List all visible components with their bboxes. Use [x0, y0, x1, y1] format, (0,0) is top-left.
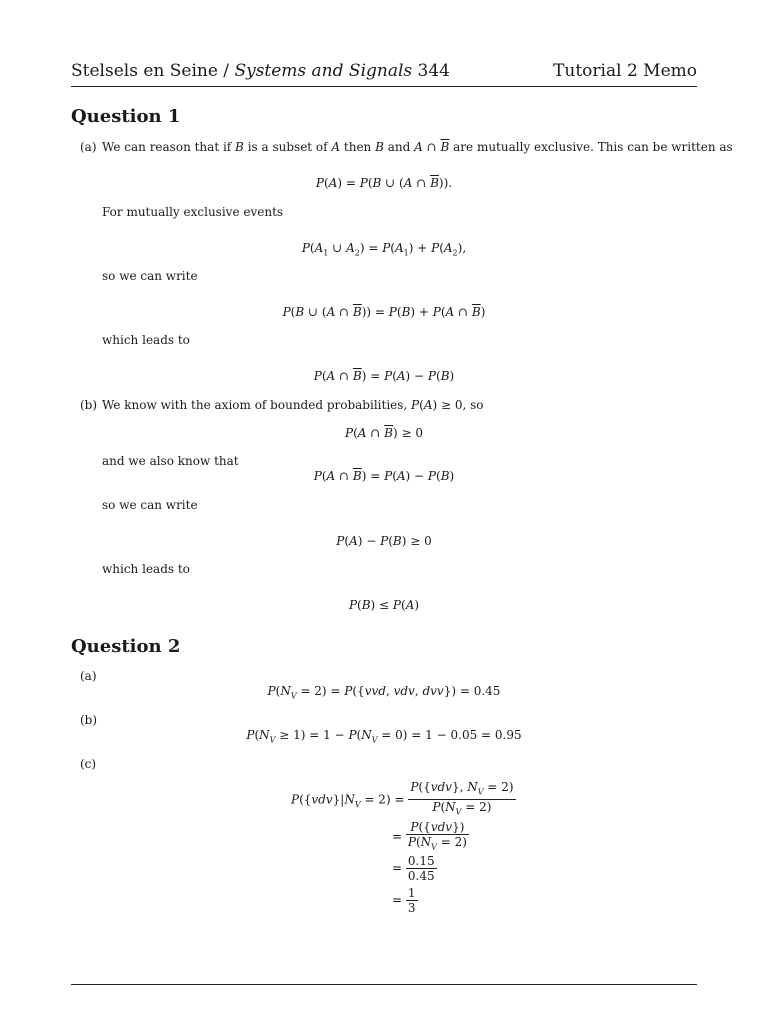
q2c-step-2: = $\frac{\text{P(\{vdv\})}}{P(N_V = 2)}$ [392, 820, 469, 854]
q1-part-b-intro: We know with the axiom of bounded probabilities, P(A) ≥ 0, so [102, 398, 484, 412]
equation-difference-2: P(A ∩ $\overline{B}) = P(A) - P(B)$ [313, 469, 455, 483]
q2c-step-1: $P(\{vdv\}|N_V = 2)$ = $\frac{P(\{vdv\}, N_V = 2)}{P(N_V = 2)}$ [291, 780, 516, 820]
equation-pa-union: P(A) = P(B ∪ (A ∩ $\overline{B}$)). [315, 176, 453, 190]
q1-b-text-also: and we also know that [102, 454, 239, 468]
q2c-step-4: = $\frac{1}{3}$ [392, 886, 416, 915]
q1-a-text-leads: which leads to [102, 333, 190, 347]
fraction-conditional: $\frac{P(\{vdv\}, N_V = 2)}{P(N_V = 2)}$ [410, 780, 514, 817]
equation-difference: P(A ∩ $\overline{B}) = P(A) - P(B)$ [313, 369, 455, 383]
fraction-result: $\frac{1}{3}$ [407, 886, 416, 915]
q1-part-b-label: (b) [80, 398, 98, 412]
equation-q2b: $P(N_V \ge 1) = 1 - P(N_V = 0) = 1 - 0.05 = 0.95$ [246, 728, 522, 745]
q2-part-b-label: (b) [80, 713, 98, 727]
header-rule [71, 86, 697, 87]
question-1-title: Question 1 [71, 106, 181, 127]
fraction-numeric: $\frac{0.15}{0.45}$ [407, 854, 435, 883]
document-title: Tutorial 2 Memo [553, 61, 697, 81]
course-title: Stelsels en Seine / Systems and Signals 344 [71, 61, 450, 81]
question-2-title: Question 2 [71, 636, 181, 657]
fraction-simplified: $\frac{\text{P(\{vdv\})}}{P(N_V = 2)}$ [407, 820, 467, 852]
equation-nonneg: P(A ∩ $\overline{B}) \ge 0$ [345, 426, 423, 440]
q1-a-text-so: so we can write [102, 269, 198, 283]
q1-part-a-label: (a) [80, 140, 97, 154]
equation-q2a: $P(N_V = 2) = P(\{vvd$, vdv, dvv}) = 0.45 [267, 684, 501, 701]
equation-split: P(B ∪ (A ∩ $\overline{B})) = P(B) + P(A$ ∩ $\overline{B}$) [282, 305, 486, 319]
equation-diff-nonneg: P(A) − P(B) ≥ 0 [336, 534, 432, 548]
q1-a-text-mutually: For mutually exclusive events [102, 205, 284, 219]
q1-part-a-intro: We can reason that if B is a subset of A then B and A ∩ $\overline{B}$ are mutually exclusive. This can be written as [102, 140, 733, 154]
q2-part-c-label: (c) [80, 757, 97, 771]
q1-b-text-so: so we can write [102, 498, 198, 512]
footer-rule [71, 984, 697, 985]
equation-result: P(B) ≤ P(A) [348, 598, 420, 612]
q2c-step-3: = $\frac{0.15}{0.45}$ [392, 854, 435, 883]
q2-part-a-label: (a) [80, 669, 97, 683]
equation-mutually-exclusive: $P(A_1$ ∪ $A_2) = P(A_1) + P(A_2)$, [301, 241, 467, 258]
q1-b-text-leads: which leads to [102, 562, 190, 576]
